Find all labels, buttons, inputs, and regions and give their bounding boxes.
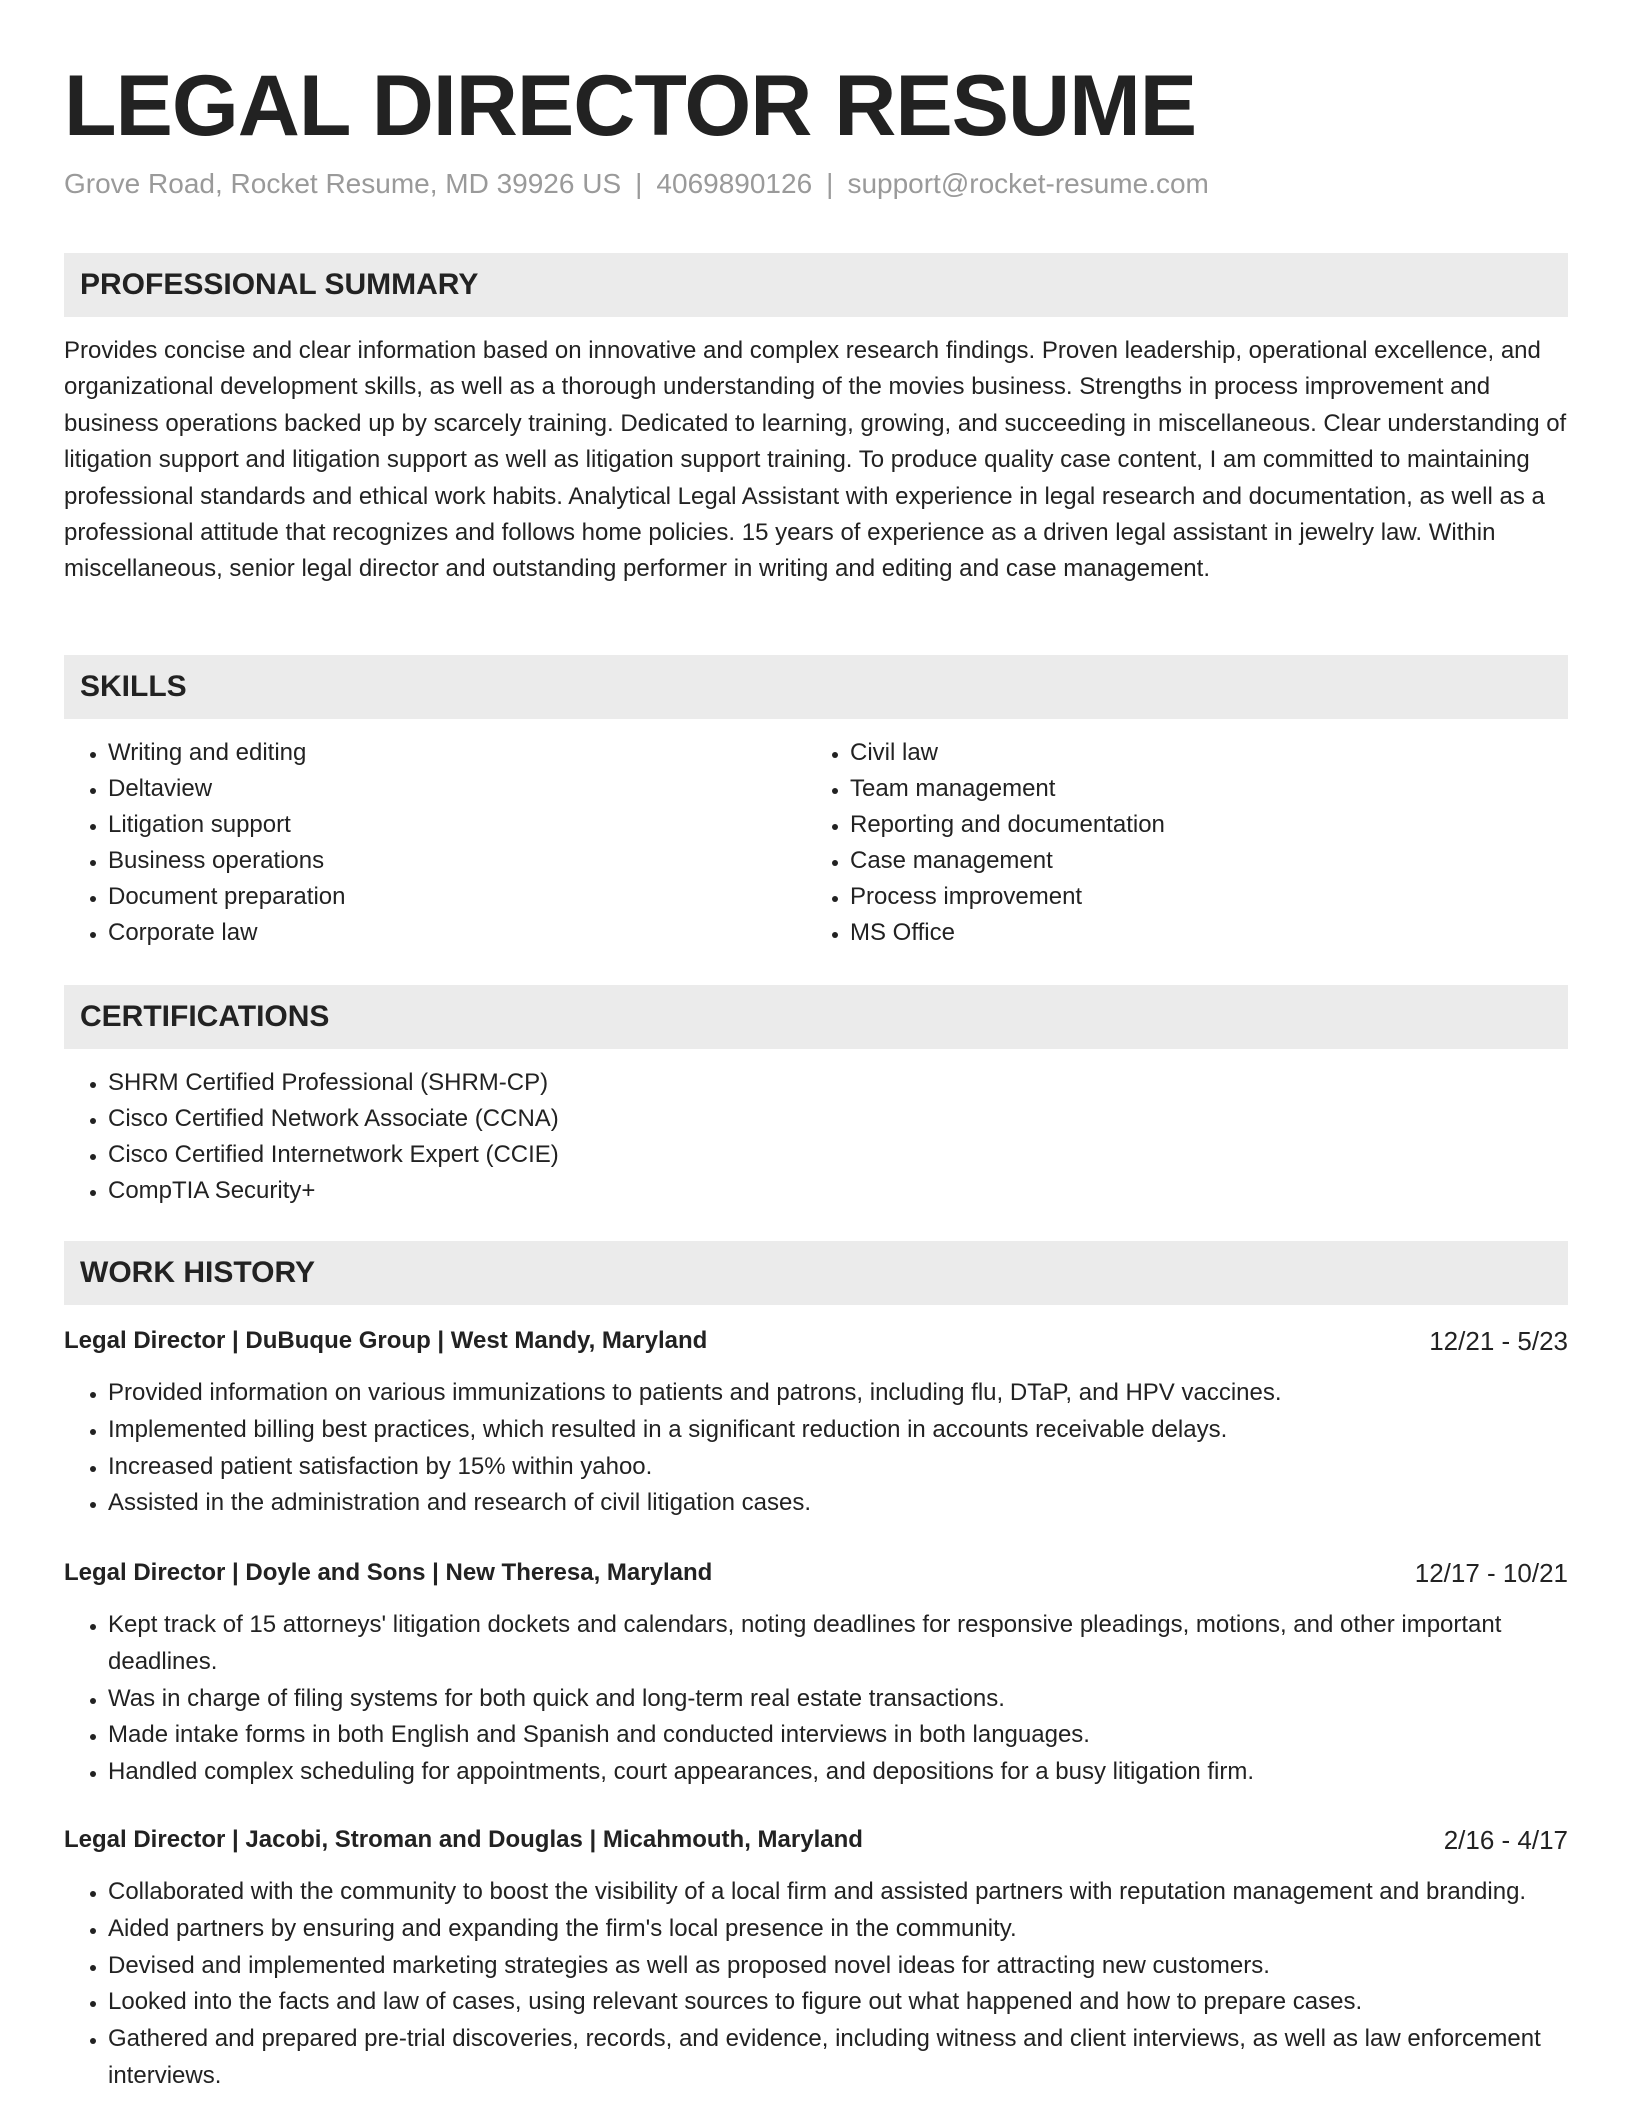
list-item: • Corporate law bbox=[108, 915, 764, 951]
list-item: • Document preparation bbox=[108, 879, 764, 915]
list-item: • Looked into the facts and law of cases, using relevant sources to figure out what happened and how to prepare cases. bbox=[108, 1984, 1568, 2021]
job-title: Legal Director | Doyle and Sons | New Theresa, Maryland bbox=[64, 1559, 713, 1586]
list-item: • Aided partners by ensuring and expanding the firm's local presence in the community. bbox=[108, 1911, 1568, 1948]
summary-text: Provides concise and clear information based on innovative and complex research findings. Proven leadership, operational excellence, and organizational development skills, as well as a thorough understanding of the movies business. Strengths in process improvement and business operations backed up by scarcely training. Dedicated to learning, growing, and succeeding in miscellaneous. Clear understanding of litigation support and litigation support as well as litigation support training. To produce quality case content, I am committed to maintaining professional standards and ethical work habits. Analytical Legal Assistant with experience in legal research and documentation, as well as a professional attitude that recognizes and follows home policies. 15 years of experience as a driven legal assistant in jewelry law. Within miscellaneous, senior legal director and outstanding performer in writing and editing and case management. bbox=[64, 337, 1567, 583]
list-item: • Deltaview bbox=[108, 771, 764, 807]
list-item: • Cisco Certified Network Associate (CCNA) bbox=[108, 1101, 1568, 1137]
section-header-skills bbox=[64, 655, 1568, 719]
list-item: • Civil law bbox=[850, 735, 1506, 771]
section-header-summary bbox=[64, 253, 1568, 317]
section-header-work-history bbox=[64, 1241, 1568, 1305]
list-item: • Provided information on various immunizations to patients and patrons, including flu, DTaP, and HPV vaccines. bbox=[108, 1375, 1568, 1412]
contact-separator: | bbox=[826, 168, 834, 199]
list-item: • CompTIA Security+ bbox=[108, 1173, 1568, 1209]
contact-address: Grove Road, Rocket Resume, MD 39926 US bbox=[64, 168, 622, 199]
list-item: • Kept track of 15 attorneys' litigation dockets and calendars, noting deadlines for responsive pleadings, motions, and other important deadlines. bbox=[108, 1607, 1568, 1681]
list-item: • Process improvement bbox=[850, 879, 1506, 915]
list-item: • Increased patient satisfaction by 15% within yahoo. bbox=[108, 1449, 1568, 1486]
section-title-summary: PROFESSIONAL SUMMARY bbox=[80, 268, 479, 301]
list-item: • Made intake forms in both English and Spanish and conducted interviews in both languages. bbox=[108, 1717, 1568, 1754]
job-bullets bbox=[64, 1874, 1568, 2095]
job-dates: 2/16 - 4/17 bbox=[1443, 1825, 1568, 1855]
list-item: • Business operations bbox=[108, 843, 764, 879]
section-title-work-history: WORK HISTORY bbox=[80, 1256, 316, 1289]
contact-email: support@rocket-resume.com bbox=[847, 168, 1209, 199]
contact-separator: | bbox=[635, 168, 643, 199]
contact-phone: 4069890126 bbox=[656, 168, 813, 199]
section-title-certifications: CERTIFICATIONS bbox=[80, 1000, 330, 1033]
job-title: Legal Director | Jacobi, Stroman and Douglas | Micahmouth, Maryland bbox=[64, 1826, 863, 1853]
list-item: • Cisco Certified Internetwork Expert (CCIE) bbox=[108, 1137, 1568, 1173]
section-header-certifications bbox=[64, 985, 1568, 1049]
section-title-skills: SKILLS bbox=[80, 670, 187, 703]
list-item: • Devised and implemented marketing strategies as well as proposed novel ideas for attracting new customers. bbox=[108, 1948, 1568, 1985]
job-dates: 12/17 - 10/21 bbox=[1414, 1558, 1568, 1588]
list-item: • Writing and editing bbox=[108, 735, 764, 771]
contact-line bbox=[64, 166, 1209, 202]
skills-list-right bbox=[806, 735, 1506, 951]
list-item: • Case management bbox=[850, 843, 1506, 879]
job-bullets bbox=[64, 1375, 1568, 1522]
list-item: • Litigation support bbox=[108, 807, 764, 843]
skills-list-left bbox=[64, 735, 764, 951]
list-item: • Implemented billing best practices, which resulted in a significant reduction in accounts receivable delays. bbox=[108, 1412, 1568, 1449]
list-item: • Handled complex scheduling for appointments, court appearances, and depositions for a busy litigation firm. bbox=[108, 1754, 1568, 1791]
list-item: • Assisted in the administration and research of civil litigation cases. bbox=[108, 1485, 1568, 1522]
job-dates: 12/21 - 5/23 bbox=[1429, 1326, 1568, 1356]
certifications-list bbox=[64, 1065, 1568, 1209]
list-item: • Gathered and prepared pre-trial discoveries, records, and evidence, including witness and client interviews, as well as law enforcement interviews. bbox=[108, 2021, 1568, 2095]
list-item: • Was in charge of filing systems for both quick and long-term real estate transactions. bbox=[108, 1681, 1568, 1718]
list-item: • Reporting and documentation bbox=[850, 807, 1506, 843]
list-item: • SHRM Certified Professional (SHRM-CP) bbox=[108, 1065, 1568, 1101]
job-bullets bbox=[64, 1607, 1568, 1791]
page-title: LEGAL DIRECTOR RESUME bbox=[64, 58, 1197, 154]
job-title: Legal Director | DuBuque Group | West Mandy, Maryland bbox=[64, 1327, 708, 1354]
list-item: • Team management bbox=[850, 771, 1506, 807]
list-item: • MS Office bbox=[850, 915, 1506, 951]
list-item: • Collaborated with the community to boost the visibility of a local firm and assisted partners with reputation management and branding. bbox=[108, 1874, 1568, 1911]
